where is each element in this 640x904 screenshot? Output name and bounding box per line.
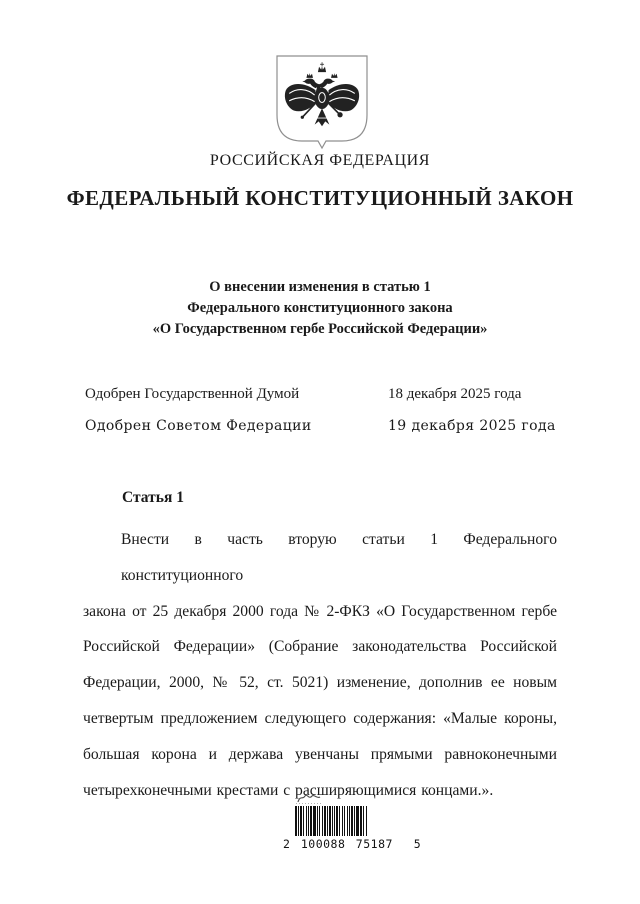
approval-date: 18 декабря 2025 года xyxy=(388,386,522,402)
coat-of-arms-box xyxy=(276,55,368,150)
body-line: закона от 25 декабря 2000 года № 2-ФКЗ «О Государственном гербе xyxy=(83,602,557,620)
article-body xyxy=(83,522,557,808)
law-title-line: Федерального конституционного закона xyxy=(187,300,453,316)
document-type-header: ФЕДЕРАЛЬНЫЙ КОНСТИТУЦИОННЫЙ ЗАКОН xyxy=(66,186,574,210)
barcode-block xyxy=(283,792,422,851)
barcode xyxy=(295,806,371,836)
body-line: Внести в часть вторую статьи 1 Федерального конституционного xyxy=(121,531,557,584)
approval-date: 19 декабря 2025 года xyxy=(388,418,556,434)
signature-mark-icon xyxy=(295,792,323,805)
law-title-line: «О Государственном гербе Российской Федерации» xyxy=(152,321,488,337)
approval-body-label: Одобрен Государственной Думой xyxy=(85,386,300,402)
body-line: Российской Федерации» (Собрание законодательства Российской xyxy=(83,638,557,656)
article-heading: Статья 1 xyxy=(122,489,184,506)
approval-body-label: Одобрен Советом Федерации xyxy=(85,418,312,434)
body-line: Федерации, 2000, № 52, ст. 5021) изменение, дополнив ее новым xyxy=(83,674,557,692)
russia-coat-of-arms-icon xyxy=(276,55,368,150)
country-header: РОССИЙСКАЯ ФЕДЕРАЦИЯ xyxy=(209,152,431,169)
body-line: четвертым предложением следующего содержания: «Малые короны, xyxy=(83,709,557,727)
barcode-digits: 2 100088 75187 5 xyxy=(283,837,422,851)
law-title xyxy=(70,277,570,340)
body-line: четырехконечными крестами с расширяющимися концами.». xyxy=(83,781,494,799)
body-line: большая корона и держава увенчаны прямыми равноконечными xyxy=(83,745,557,763)
approval-row-federation-council xyxy=(0,418,640,438)
approval-row-duma xyxy=(0,386,640,406)
law-title-line: О внесении изменения в статью 1 xyxy=(209,279,431,295)
